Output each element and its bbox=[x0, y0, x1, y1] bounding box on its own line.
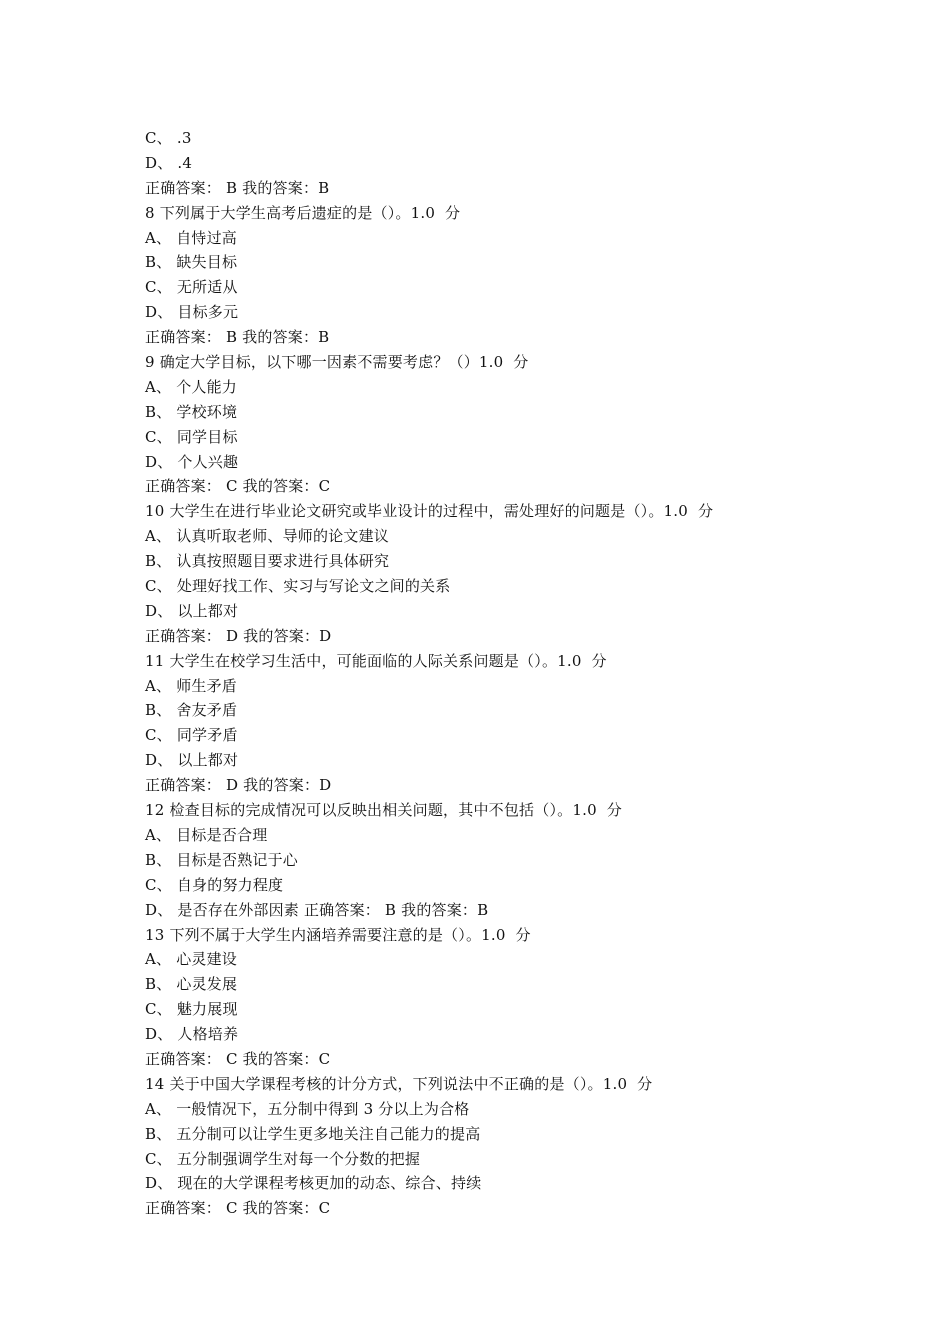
question-12: 12 检查目标的完成情况可以反映出相关问题，其中不包括（）。1.0 分 bbox=[145, 801, 622, 820]
option-line: C、 魅力展现 bbox=[145, 1000, 238, 1019]
answer-line: 正确答案： B 我的答案：B bbox=[145, 178, 330, 197]
option-line: A、 师生矛盾 bbox=[145, 676, 238, 695]
question-10: 10 大学生在进行毕业论文研究或毕业设计的过程中，需处理好的问题是（）。1.0 分 bbox=[145, 502, 714, 521]
option-line: A、 个人能力 bbox=[145, 377, 238, 396]
option-line: C、 自身的努力程度 bbox=[145, 875, 284, 894]
option-line: B、 目标是否熟记于心 bbox=[145, 850, 298, 869]
option-line: C、 处理好找工作、实习与写论文之间的关系 bbox=[145, 577, 451, 596]
question-14: 14 关于中国大学课程考核的计分方式，下列说法中不正确的是（）。1.0 分 bbox=[145, 1074, 653, 1093]
option-line: A、 一般情况下，五分制中得到 3 分以上为合格 bbox=[145, 1099, 470, 1118]
option-line: C、 同学目标 bbox=[145, 427, 238, 446]
document-page bbox=[145, 126, 905, 1221]
answer-line: 正确答案： C 我的答案：C bbox=[145, 477, 331, 496]
answer-line: 正确答案： D 我的答案：D bbox=[145, 626, 332, 645]
answer-line: 正确答案： D 我的答案：D bbox=[145, 776, 332, 795]
option-line: B、 缺失目标 bbox=[145, 253, 238, 272]
answer-line: 正确答案： B 我的答案：B bbox=[145, 328, 330, 347]
option-line: C、 五分制强调学生对每一个分数的把握 bbox=[145, 1149, 421, 1168]
answer-line: 正确答案： C 我的答案：C bbox=[145, 1049, 331, 1068]
option-line: C、 同学矛盾 bbox=[145, 726, 238, 745]
option-line: B、 五分制可以让学生更多地关注自己能力的提高 bbox=[145, 1124, 481, 1143]
option-line: B、 心灵发展 bbox=[145, 975, 238, 994]
option-line: D、 目标多元 bbox=[145, 303, 239, 322]
option-line: B、 学校环境 bbox=[145, 402, 238, 421]
option-line: D、 .4 bbox=[145, 153, 193, 172]
option-line: C、 无所适从 bbox=[145, 278, 238, 297]
option-line: D、 以上都对 bbox=[145, 601, 239, 620]
question-11: 11 大学生在校学习生活中，可能面临的人际关系问题是（）。1.0 分 bbox=[145, 651, 607, 670]
question-8: 8 下列属于大学生高考后遗症的是（）。1.0 分 bbox=[145, 203, 461, 222]
answer-line: 正确答案： C 我的答案：C bbox=[145, 1199, 331, 1218]
option-line: C、 .3 bbox=[145, 129, 192, 147]
option-line: D、 以上都对 bbox=[145, 751, 239, 770]
option-answer-line: D、 是否存在外部因素 正确答案： B 我的答案：B bbox=[145, 900, 489, 919]
option-line: B、 认真按照题目要求进行具体研究 bbox=[145, 552, 390, 571]
question-9: 9 确定大学目标，以下哪一因素不需要考虑？（）1.0 分 bbox=[145, 353, 529, 372]
question-13: 13 下列不属于大学生内涵培养需要注意的是（）。1.0 分 bbox=[145, 925, 531, 944]
option-line: A、 认真听取老师、导师的论文建议 bbox=[145, 527, 390, 546]
option-line: A、 目标是否合理 bbox=[145, 825, 268, 844]
option-line: D、 现在的大学课程考核更加的动态、综合、持续 bbox=[145, 1174, 482, 1193]
option-line: A、 心灵建设 bbox=[145, 950, 238, 969]
option-line: D、 个人兴趣 bbox=[145, 452, 239, 471]
option-line: D、 人格培养 bbox=[145, 1025, 239, 1044]
option-line: B、 舍友矛盾 bbox=[145, 701, 238, 720]
option-line: A、 自恃过高 bbox=[145, 228, 238, 247]
